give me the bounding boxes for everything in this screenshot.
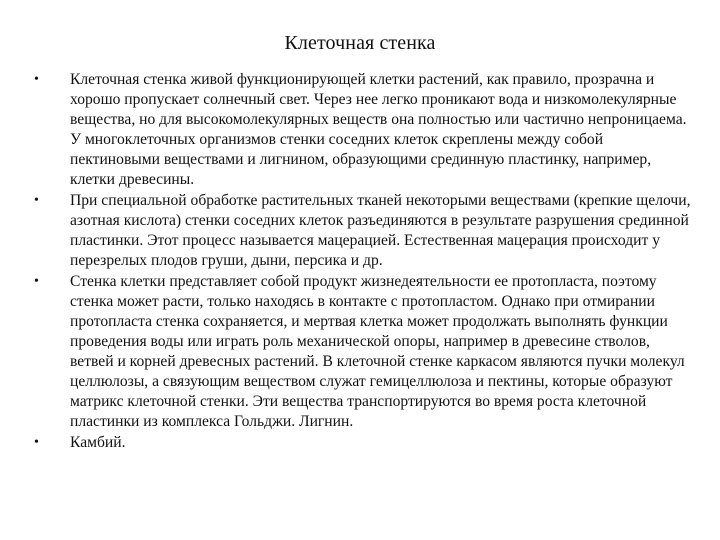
bullet-item (34, 70, 694, 190)
bullet-dot-icon: • (34, 193, 39, 208)
bullet-item (34, 191, 694, 271)
slide-title: Клеточная стенка (284, 32, 436, 54)
bullet-text: Стенка клетки представляет собой продукт жизнедеятельности ее протопласта, поэтому стенка может расти, только находясь в контакте с протопластом. Однако при отмирании протопласта стенка сохраняется, и мертвая клетка может продолжать выполнять функции проведения воды или играть роль механической опоры, например в древесине стволов, ветвей и корней древесных растений. В клеточной стенке каркасом являются пучки молекул целлюлозы, а связующим веществом служат гемицеллюлоза и пектины, которые образуют матрикс клеточной стенки. Эти вещества транспортируются во время роста клеточной пластинки из комплекса Гольджи. Лигнин. (70, 273, 685, 430)
bullet-text: Клеточная стенка живой функционирующей клетки растений, как правило, прозрачна и хорошо пропускает солнечный свет. Через нее легко проникают вода и низкомолекулярные вещества, но для высокомолекулярных веществ она полностью или частично непроницаема. У многоклеточных организмов стенки соседних клеток скреплены между собой пектиновыми веществами и лигнином, образующими срединную пластинку, например, клетки древесины. (70, 71, 687, 188)
bullet-text: Камбий. (70, 434, 126, 451)
bullet-list (34, 70, 694, 453)
bullet-dot-icon: • (34, 72, 39, 87)
bullet-item (34, 433, 694, 453)
bullet-dot-icon: • (34, 274, 39, 289)
bullet-dot-icon: • (34, 435, 39, 450)
bullet-item (34, 272, 694, 432)
bullet-text: При специальной обработке растительных тканей некоторыми веществами (крепкие щелочи, азотная кислота) стенки соседних клеток разъединяются в результате разрушения срединной пластинки. Этот процесс называется мацерацией. Естественная мацерация происходит у перезрелых плодов груши, дыни, персика и др. (70, 192, 691, 269)
